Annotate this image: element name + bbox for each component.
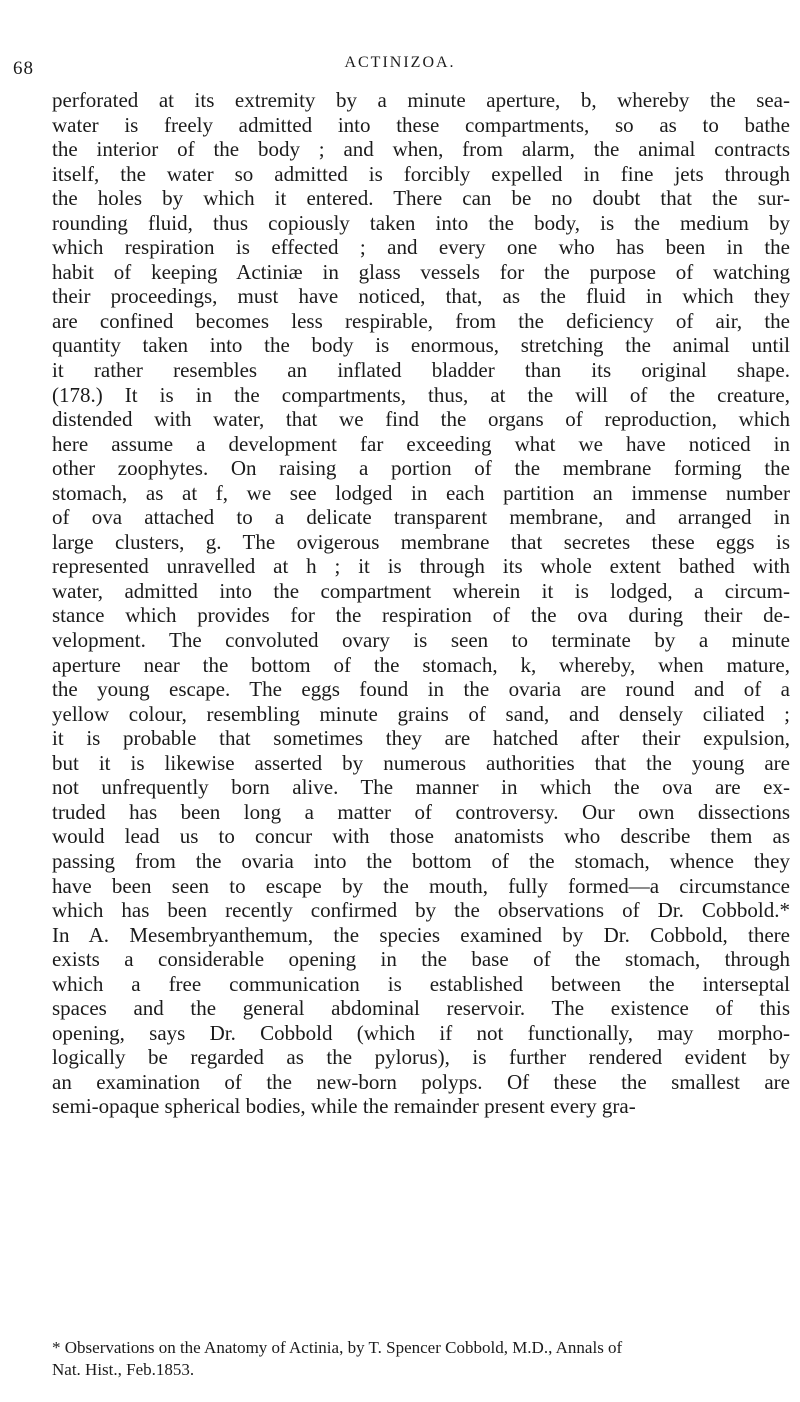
text-line: of ova attached to a delicate transparent membrane, and arranged in	[52, 505, 790, 530]
text-line: itself, the water so admitted is forcibly expelled in fine jets through	[52, 161, 790, 186]
text-line: the young escape. The eggs found in the ovaria are round and of a	[52, 677, 790, 702]
text-line: water, admitted into the compartment wherein it is lodged, a circum-	[52, 578, 790, 603]
text-line: truded has been long a matter of controversy. Our own dissections	[52, 799, 790, 824]
running-title: ACTINIZOA.	[344, 54, 456, 71]
body-text	[52, 88, 790, 1119]
footnote-line: Nat. Hist., Feb.1853.	[52, 1360, 195, 1379]
text-line: opening, says Dr. Cobbold (which if not functionally, may morpho-	[52, 1020, 790, 1045]
text-line: which has been recently confirmed by the observations of Dr. Cobbold.*	[52, 898, 790, 923]
text-line: distended with water, that we find the organs of reproduction, which	[52, 407, 790, 432]
text-line: but it is likewise asserted by numerous authorities that the young are	[52, 750, 790, 775]
footnote-line: * Observations on the Anatomy of Actinia, by T. Spencer Cobbold, M.D., Annals of	[52, 1338, 623, 1357]
text-line: their proceedings, must have noticed, that, as the fluid in which they	[52, 284, 790, 309]
text-line: passing from the ovaria into the bottom of the stomach, whence they	[52, 848, 790, 873]
text-line: (178.) It is in the compartments, thus, at the will of the creature,	[52, 382, 790, 407]
text-line: aperture near the bottom of the stomach, k, whereby, when mature,	[52, 652, 790, 677]
text-line: represented unravelled at h ; it is through its whole extent bathed with	[52, 554, 790, 579]
text-line: perforated at its extremity by a minute aperture, b, whereby the sea-	[52, 88, 790, 112]
footnote	[52, 1337, 790, 1381]
text-line: yellow colour, resembling minute grains of sand, and densely ciliated ;	[52, 701, 790, 726]
page-number: 68	[13, 58, 34, 79]
text-line: have been seen to escape by the mouth, fully formed—a circumstance	[52, 873, 790, 898]
text-line: would lead us to concur with those anatomists who describe them as	[52, 824, 790, 849]
text-line: spaces and the general abdominal reservoir. The existence of this	[52, 996, 790, 1021]
text-line: it rather resembles an inflated bladder than its original shape.	[52, 358, 790, 383]
text-line: other zoophytes. On raising a portion of the membrane forming the	[52, 456, 790, 481]
text-line: habit of keeping Actiniæ in glass vessels for the purpose of watching	[52, 259, 790, 284]
text-line: stomach, as at f, we see lodged in each partition an immense number	[52, 480, 790, 505]
text-line: the interior of the body ; and when, from alarm, the animal contracts	[52, 137, 790, 162]
text-line: semi-opaque spherical bodies, while the remainder present every gra-	[52, 1094, 636, 1119]
text-line: water is freely admitted into these compartments, so as to bathe	[52, 112, 790, 137]
text-line: here assume a development far exceeding what we have noticed in	[52, 431, 790, 456]
text-line: large clusters, g. The ovigerous membrane that secretes these eggs is	[52, 529, 790, 554]
text-line: it is probable that sometimes they are hatched after their expulsion,	[52, 726, 790, 751]
text-line: an examination of the new-born polyps. Of these the smallest are	[52, 1069, 790, 1094]
text-line: quantity taken into the body is enormous, stretching the animal until	[52, 333, 790, 358]
text-line: exists a considerable opening in the base of the stomach, through	[52, 947, 790, 972]
text-line: logically be regarded as the pylorus), is further rendered evident by	[52, 1045, 790, 1070]
text-line: not unfrequently born alive. The manner in which the ova are ex-	[52, 775, 790, 800]
text-line: are confined becomes less respirable, from the deficiency of air, the	[52, 308, 790, 333]
text-line: the holes by which it entered. There can be no doubt that the sur-	[52, 186, 790, 211]
text-line: In A. Mesembryanthemum, the species examined by Dr. Cobbold, there	[52, 922, 790, 947]
text-line: which a free communication is established between the interseptal	[52, 971, 790, 996]
text-line: velopment. The convoluted ovary is seen to terminate by a minute	[52, 628, 790, 653]
text-line: stance which provides for the respiration of the ova during their de-	[52, 603, 790, 628]
text-line: rounding fluid, thus copiously taken into the body, is the medium by	[52, 210, 790, 235]
text-line: which respiration is effected ; and every one who has been in the	[52, 235, 790, 260]
